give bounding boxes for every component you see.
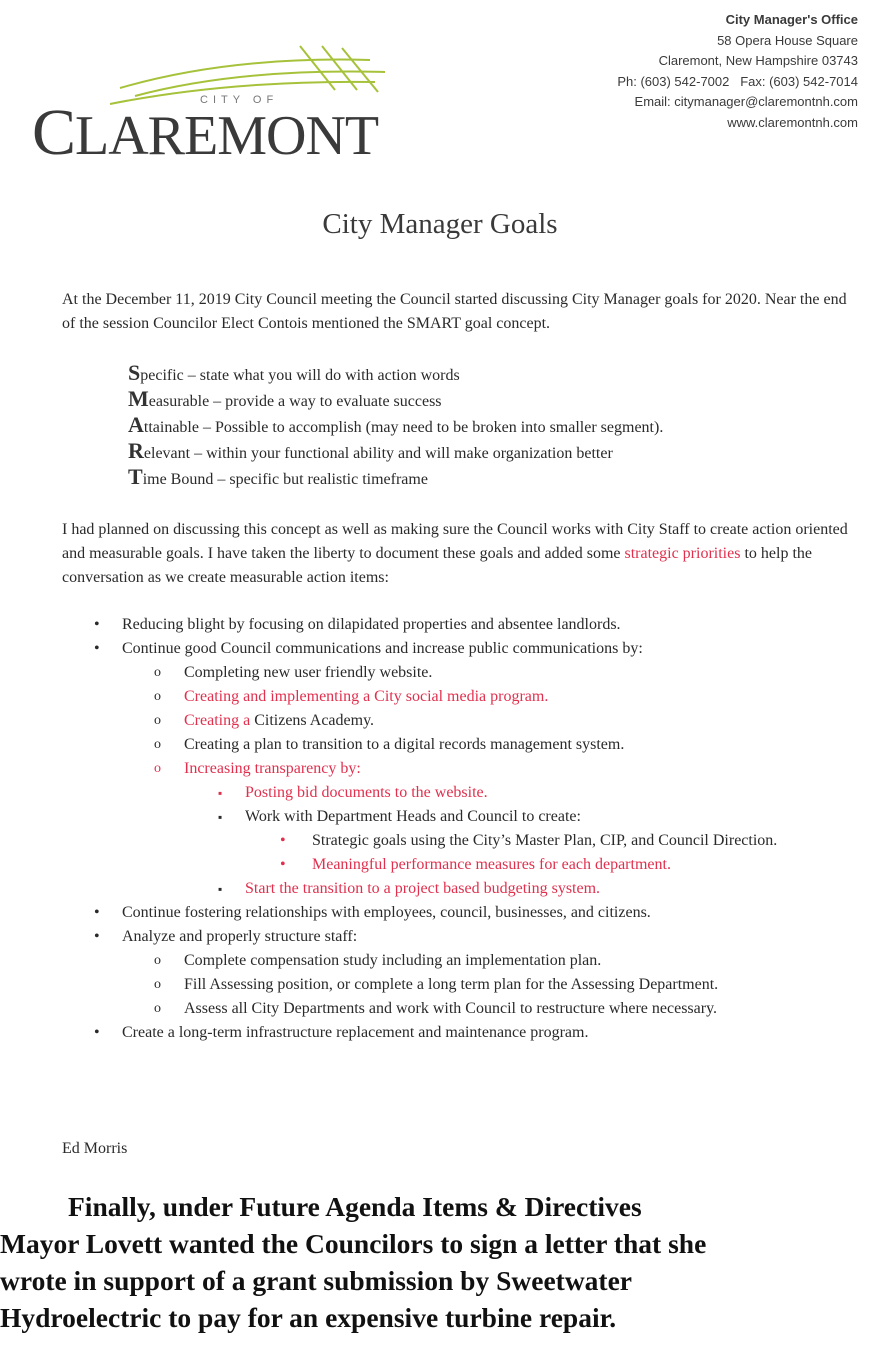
sub-sub-goal-item: ▪ Work with Department Heads and Council to create:: [90, 805, 860, 829]
callout-line-1: Finally, under Future Agenda Items & Directives: [68, 1191, 642, 1222]
email: Email: citymanager@claremontnh.com: [634, 94, 858, 109]
page-title: City Manager Goals: [322, 208, 558, 240]
sub-goal-item: o Increasing transparency by:: [90, 757, 860, 781]
second-paragraph: I had planned on discussing this concept as well as making sure the Council works with City Staff to create action oriented and measurable goals. I have taken the liberty to document these goals and added some strategic priorities to help the conversation as we create measurable action items:: [62, 521, 848, 586]
goal-item: • Continue good Council communications and increase public communications by:: [90, 637, 860, 661]
intro-paragraph: At the December 11, 2019 City Council meeting the Council started discussing City Manager goals for 2020. Near the end of the session Councilor Elect Contois mentioned the SMART goal concept.: [62, 291, 847, 332]
callout-line-2: Mayor Lovett wanted the Councilors to sign a letter that she: [0, 1228, 707, 1259]
circle-bullet-icon: o: [154, 953, 161, 968]
sub-goal-item: o Assess all City Departments and work with Council to restructure where necessary.: [90, 997, 860, 1021]
square-bullet-icon: ▪: [218, 810, 223, 824]
goal-item: • Analyze and properly structure staff:: [90, 925, 860, 949]
disc-bullet-icon: •: [280, 856, 286, 873]
square-bullet-icon: ▪: [218, 786, 223, 800]
sub-sub-goal-item: ▪ Start the transition to a project based budgeting system.: [90, 877, 860, 901]
website: www.claremontnh.com: [727, 114, 858, 130]
contact-block: [617, 10, 858, 133]
smart-measurable: Measurable – provide a way to evaluate success: [128, 386, 442, 411]
square-bullet-icon: ▪: [218, 882, 223, 896]
sub-goal-item: o Creating and implementing a City social media program.: [90, 685, 860, 709]
smart-relevant: Relevant – within your functional ability and will make organization better: [128, 438, 613, 463]
sub-goal-item: o Fill Assessing position, or complete a long term plan for the Assessing Department.: [90, 973, 860, 997]
circle-bullet-icon: o: [154, 761, 161, 776]
callout-line-3: wrote in support of a grant submission by Sweetwater: [0, 1265, 633, 1296]
disc-bullet-icon: •: [280, 832, 286, 849]
smart-time-bound: Time Bound – specific but realistic timeframe: [128, 464, 428, 489]
disc-bullet-icon: •: [94, 616, 100, 633]
goal-item: • Create a long-term infrastructure replacement and maintenance program.: [90, 1021, 860, 1045]
callout-text: [0, 1188, 880, 1336]
circle-bullet-icon: o: [154, 713, 161, 728]
phone-fax: Ph: (603) 542-7002 Fax: (603) 542-7014: [617, 73, 858, 89]
sub-sub-goal-item: ▪ Posting bid documents to the website.: [90, 781, 860, 805]
sub-goal-item: o Completing new user friendly website.: [90, 661, 860, 685]
level4-goal-item: • Meaningful performance measures for each department.: [90, 853, 860, 877]
strategic-priorities-highlight: strategic priorities: [624, 545, 741, 562]
city-logo: [30, 38, 410, 169]
goal-item: • Continue fostering relationships with employees, council, businesses, and citizens.: [90, 901, 860, 925]
disc-bullet-icon: •: [94, 640, 100, 657]
goals-list: [90, 613, 860, 1045]
sub-goal-item: o Complete compensation study including an implementation plan.: [90, 949, 860, 973]
signature: Ed Morris: [62, 1140, 128, 1157]
disc-bullet-icon: •: [94, 904, 100, 921]
smart-list: [128, 360, 663, 490]
logo-name: CLAREMONT: [32, 96, 379, 169]
address-line-1: 58 Opera House Square: [717, 32, 858, 48]
circle-bullet-icon: o: [154, 689, 161, 704]
disc-bullet-icon: •: [94, 928, 100, 945]
circle-bullet-icon: o: [154, 665, 161, 680]
logo-city-of: CITY OF: [200, 94, 279, 106]
office-name: City Manager's Office: [725, 12, 858, 27]
level4-goal-item: • Strategic goals using the City’s Master Plan, CIP, and Council Direction.: [90, 829, 860, 853]
sub-goal-item: o Creating a Citizens Academy.: [90, 709, 860, 733]
callout-line-4: Hydroelectric to pay for an expensive turbine repair.: [0, 1302, 617, 1333]
goal-item: • Reducing blight by focusing on dilapidated properties and absentee landlords.: [90, 613, 860, 637]
smart-specific: Specific – state what you will do with action words: [128, 360, 460, 385]
disc-bullet-icon: •: [94, 1024, 100, 1041]
circle-bullet-icon: o: [154, 977, 161, 992]
address-line-2: Claremont, New Hampshire 03743: [658, 53, 858, 68]
circle-bullet-icon: o: [154, 1001, 161, 1016]
circle-bullet-icon: o: [154, 737, 161, 752]
smart-attainable: Attainable – Possible to accomplish (may need to be broken into smaller segment).: [128, 412, 664, 437]
sub-goal-item: o Creating a plan to transition to a digital records management system.: [90, 733, 860, 757]
